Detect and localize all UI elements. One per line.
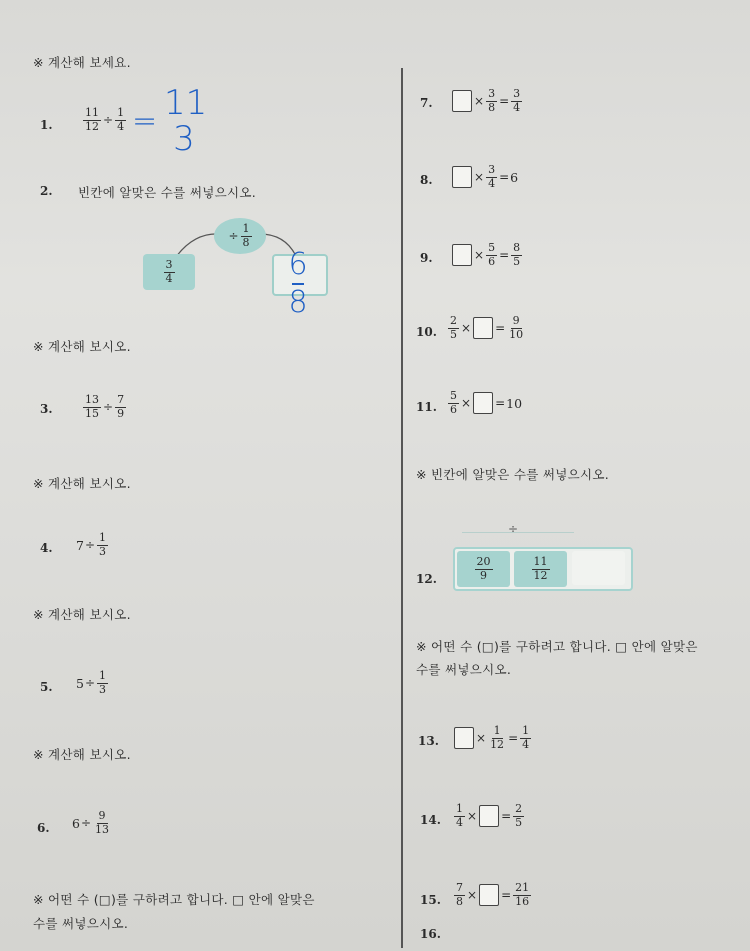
chain-answer-box[interactable] <box>572 551 625 585</box>
question-number-13: 13. <box>418 734 439 748</box>
footer-instruction-line-1: ※ 어떤 수 (□)를 구하려고 합니다. □ 안에 알맞은 <box>33 892 315 907</box>
question-1-expression: $\frac{11}{12}$ ÷ $\frac{1}{4}$ <box>85 106 125 133</box>
chain-value-2: $\frac{11}{12}$ <box>514 551 567 587</box>
question-11-expression: $\frac{5}{6}$ × = 10 <box>450 389 523 416</box>
section-header-1: ※ 계산해 보세요. <box>33 55 131 70</box>
question-7-expression: × $\frac{3}{8}$ = $\frac{3}{4}$ <box>451 88 523 114</box>
chain-value-1: $\frac{20}{9}$ <box>457 551 510 587</box>
handwritten-answer-2: 6 8 <box>288 247 308 320</box>
question-10-expression: $\frac{2}{5}$ × = $\frac{9}{10}$ <box>450 314 524 341</box>
question-number-8: 8. <box>420 173 433 187</box>
section-header-3: ※ 계산해 보시오. <box>33 339 131 354</box>
answer-box[interactable] <box>479 884 499 906</box>
input-value-box: $\frac{3}{4}$ <box>143 254 195 290</box>
question-number-16: 16. <box>420 927 441 941</box>
question-number-10: 10. <box>416 325 437 339</box>
section-header-12: ※ 빈칸에 알맞은 수를 써넣으시오. <box>416 467 610 482</box>
answer-box[interactable] <box>473 392 493 414</box>
division-operator: ÷ <box>508 522 519 536</box>
question-number-5: 5. <box>40 680 53 694</box>
handwritten-equals: = <box>132 104 158 139</box>
question-number-1: 1. <box>40 118 53 132</box>
fraction: $\frac{1}{4}$ <box>117 106 125 133</box>
question-number-14: 14. <box>420 813 441 827</box>
question-number-4: 4. <box>40 541 53 555</box>
section-header-13-line-2: 수를 써넣으시오. <box>416 662 512 677</box>
handwritten-answer-1: 11 3 <box>164 83 208 159</box>
section-header-5: ※ 계산해 보시오. <box>33 607 131 622</box>
question-number-15: 15. <box>420 893 441 907</box>
question-15-expression: $\frac{7}{8}$ × = $\frac{21}{16}$ <box>456 881 530 908</box>
answer-box[interactable] <box>452 166 472 188</box>
question-number-2: 2. <box>40 184 53 198</box>
answer-box[interactable] <box>452 90 472 112</box>
footer-instruction-line-2: 수를 써넣으시오. <box>33 916 129 931</box>
question-14-expression: $\frac{1}{4}$ × = $\frac{2}{5}$ <box>456 802 523 829</box>
answer-box[interactable] <box>479 805 499 827</box>
question-number-9: 9. <box>420 251 433 265</box>
question-2-text: 빈칸에 알맞은 수를 써넣으시오. <box>78 185 256 200</box>
section-header-6: ※ 계산해 보시오. <box>33 747 131 762</box>
question-13-expression: × $\frac{1}{12}$ = $\frac{1}{4}$ <box>453 725 532 751</box>
question-9-expression: × $\frac{5}{6}$ = $\frac{8}{5}$ <box>451 242 523 268</box>
question-8-expression: × $\frac{3}{4}$ = 6 <box>451 164 518 190</box>
question-number-3: 3. <box>40 402 53 416</box>
question-6-expression: 6 ÷ $\frac{9}{13}$ <box>72 809 110 836</box>
operation-bubble: ÷ $\frac{1}{8}$ <box>214 218 266 254</box>
answer-box[interactable] <box>454 727 474 749</box>
question-4-expression: 7 ÷ $\frac{1}{3}$ <box>76 531 107 558</box>
answer-box[interactable] <box>473 317 493 339</box>
question-number-6: 6. <box>37 821 50 835</box>
question-3-expression: $\frac{13}{15}$ ÷ $\frac{7}{9}$ <box>85 393 125 420</box>
section-header-4: ※ 계산해 보시오. <box>33 476 131 491</box>
answer-box[interactable] <box>452 244 472 266</box>
question-number-11: 11. <box>416 400 437 414</box>
question-number-7: 7. <box>420 96 433 110</box>
fraction: $\frac{11}{12}$ <box>85 106 99 133</box>
question-number-12: 12. <box>416 572 437 586</box>
section-header-13-line-1: ※ 어떤 수 (□)를 구하려고 합니다. □ 안에 알맞은 <box>416 639 698 654</box>
question-5-expression: 5 ÷ $\frac{1}{3}$ <box>76 669 107 696</box>
column-divider <box>401 68 403 948</box>
